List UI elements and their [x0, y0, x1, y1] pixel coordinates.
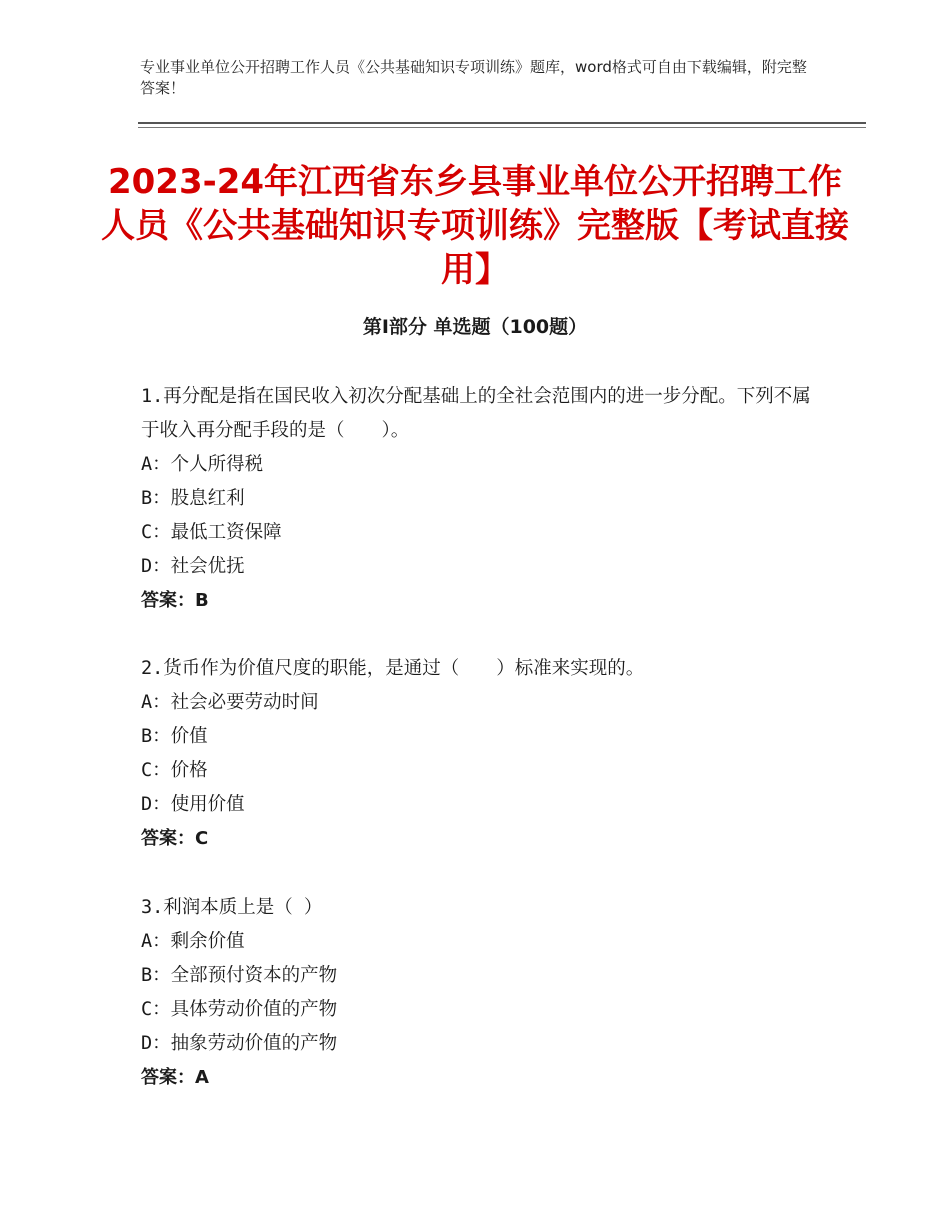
- option-c: C：最低工资保障: [141, 522, 282, 543]
- header-rule-thin: [138, 127, 866, 128]
- option-b: B：价值: [141, 726, 208, 747]
- question-text: 3.利润本质上是（ ）: [141, 897, 323, 918]
- answer-line: 答案：C: [141, 828, 209, 849]
- option-c: C：具体劳动价值的产物: [141, 999, 338, 1020]
- option-b: B：股息红利: [141, 488, 245, 509]
- question-text: 2.货币作为价值尺度的职能，是通过（ ）标准来实现的。: [141, 658, 645, 679]
- header-rule-thick: [138, 122, 866, 124]
- section-heading: 第Ⅰ部分 单选题（100题）: [362, 316, 588, 338]
- option-a: A：社会必要劳动时间: [141, 692, 319, 713]
- option-d: D：抽象劳动价值的产物: [141, 1033, 338, 1054]
- answer-line: 答案：B: [141, 590, 209, 611]
- option-a: A：剩余价值: [141, 931, 245, 952]
- option-b: B：全部预付资本的产物: [141, 965, 338, 986]
- option-c: C：价格: [141, 760, 208, 781]
- option-d: D：社会优抚: [141, 556, 245, 577]
- option-d: D：使用价值: [141, 794, 245, 815]
- document-title: 2023-24年江西省东乡县事业单位公开招聘工作人员《公共基础知识专项训练》完整版【考试直接用】: [101, 162, 849, 290]
- answer-line: 答案：A: [141, 1067, 209, 1088]
- question-3: [141, 891, 821, 1095]
- question-2: [141, 652, 821, 856]
- question-1: [141, 380, 821, 618]
- header-note: 专业事业单位公开招聘工作人员《公共基础知识专项训练》题库，word格式可自由下载编辑，附完整答案！: [140, 58, 807, 97]
- option-a: A：个人所得税: [141, 454, 264, 475]
- question-text: 1.再分配是指在国民收入初次分配基础上的全社会范围内的进一步分配。下列不属于收入再分配手段的是（ ）。: [141, 386, 811, 441]
